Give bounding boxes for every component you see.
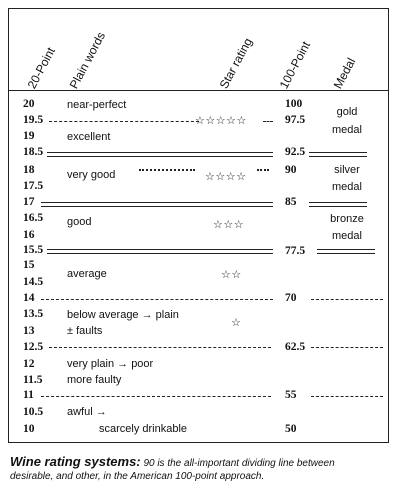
dash-line-14 (41, 299, 273, 300)
score-16-5: 16.5 (23, 212, 44, 224)
word-average: average (67, 268, 107, 280)
dash-line-11 (41, 396, 271, 397)
score-15-5: 15.5 (23, 244, 44, 256)
double-line-17-medal (309, 202, 367, 207)
caption-text-a: 90 is the all-important dividing line between (143, 458, 335, 469)
double-line-18-5 (47, 152, 273, 157)
score-17: 17 (23, 196, 35, 208)
word-more-faulty: more faulty (67, 374, 122, 386)
two-star-rating: ☆☆ (221, 269, 242, 281)
dash-line-12-5-right (311, 347, 383, 348)
score-18: 18 (23, 164, 35, 176)
score-14-5: 14.5 (23, 276, 44, 288)
medal-bronze-word: medal (332, 230, 362, 242)
score-13: 13 (23, 325, 35, 337)
score100-85: 85 (285, 196, 297, 208)
four-star-rating: ☆☆☆☆ (205, 171, 247, 183)
score-11-5: 11.5 (23, 374, 43, 386)
score-14: 14 (23, 292, 35, 304)
medal-silver: silver (334, 164, 360, 176)
dotted-line-very-good (139, 169, 195, 171)
score100-100: 100 (285, 98, 303, 110)
three-star-rating: ☆☆☆ (213, 219, 245, 231)
header-medal: Medal (330, 55, 359, 91)
score-18-5: 18.5 (23, 146, 44, 158)
score-10-5: 10.5 (23, 406, 44, 418)
header-star-rating: Star rating (216, 35, 255, 91)
double-line-15-5-medal (317, 249, 375, 254)
dash-line-19-5-right (263, 121, 273, 122)
caption-title: Wine rating systems: (10, 454, 141, 469)
header-100-point: 100-Point (276, 39, 314, 91)
five-star-rating: ☆☆☆☆☆ (195, 115, 247, 127)
word-very-plain: very plain → poor (67, 358, 154, 370)
rating-table-frame (8, 8, 389, 443)
score-19-5: 19.5 (23, 114, 44, 126)
figure-caption (10, 455, 395, 483)
word-very-good: very good (67, 169, 116, 181)
dash-line-14-right (311, 299, 383, 300)
score-10: 10 (23, 423, 35, 435)
double-line-17 (41, 202, 273, 207)
score-13-5: 13.5 (23, 308, 44, 320)
score100-70: 70 (285, 292, 297, 304)
score-11: 11 (23, 389, 34, 401)
score100-50: 50 (285, 423, 297, 435)
header-plain-words: Plain words (66, 29, 109, 91)
score100-77-5: 77.5 (285, 245, 306, 257)
word-good: good (67, 216, 92, 228)
header-divider (9, 90, 388, 91)
word-near-perfect: near-perfect (67, 99, 127, 111)
score100-62-5: 62.5 (285, 341, 306, 353)
double-line-18-5-medal (309, 152, 367, 157)
score-16: 16 (23, 229, 35, 241)
score100-92-5: 92.5 (285, 146, 306, 158)
score100-97-5: 97.5 (285, 114, 306, 126)
score100-55: 55 (285, 389, 297, 401)
dash-line-19-5 (49, 121, 199, 122)
dotted-line-very-good-right (257, 169, 269, 171)
caption-text-b: desirable, and other, in the American 100-point approach. (10, 471, 265, 482)
dash-line-12-5 (49, 347, 271, 348)
medal-gold: gold (336, 106, 358, 118)
word-faults: ± faults (67, 325, 103, 337)
double-line-15-5 (47, 249, 273, 254)
score-12: 12 (23, 358, 35, 370)
dash-line-11-right (311, 396, 383, 397)
medal-bronze: bronze (330, 213, 364, 225)
score-19: 19 (23, 130, 35, 142)
medal-gold-word: medal (332, 124, 362, 136)
score-20: 20 (23, 98, 35, 110)
word-scarcely-drinkable: scarcely drinkable (99, 423, 188, 435)
score-12-5: 12.5 (23, 341, 44, 353)
medal-silver-word: medal (332, 181, 362, 193)
word-excellent: excellent (67, 131, 111, 143)
header-20-point: 20-Point (24, 44, 58, 91)
score100-90: 90 (285, 164, 297, 176)
word-below-average: below average → plain (67, 309, 179, 321)
score-15: 15 (23, 259, 35, 271)
score-17-5: 17.5 (23, 180, 44, 192)
one-star-rating: ☆ (231, 317, 242, 329)
word-awful: awful → (67, 406, 107, 418)
